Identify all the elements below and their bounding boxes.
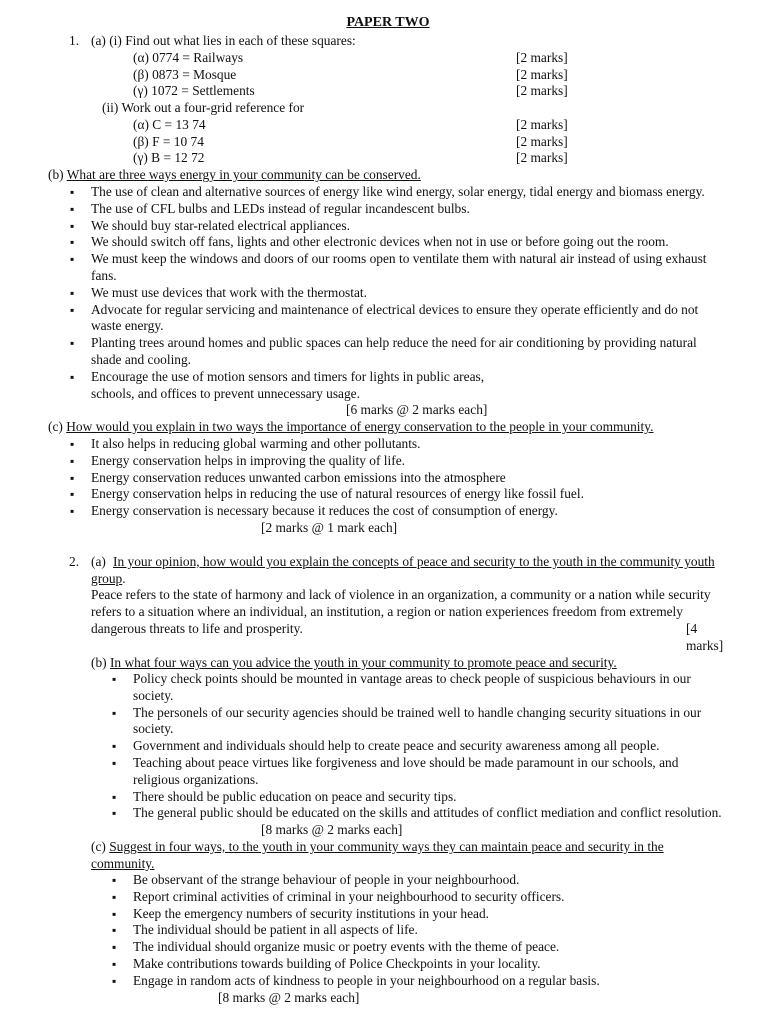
list-item: ▪ Report criminal activities of criminal in your neighbourhood to security officers. xyxy=(112,889,726,906)
q1-a-i-label: (a) (i) Find out what lies in each of these squares: xyxy=(91,33,356,48)
list-item: ▪ Energy conservation is necessary because it reduces the cost of consumption of energy. xyxy=(70,503,720,520)
q1-grid-item: (α) C = 13 74 xyxy=(133,117,206,132)
list-item: ▪ We must keep the windows and doors of our rooms open to ventilate them with natural air instead of using exhaust fans. xyxy=(70,251,720,285)
q1-b-question: (b) What are three ways energy in your community can be conserved. xyxy=(48,167,421,182)
q1-c-question: (c) How would you explain in two ways the importance of energy conservation to the people in your community. xyxy=(48,419,654,434)
q1-b-question-text: What are three ways energy in your community can be conserved xyxy=(66,167,418,182)
q1-a-ii-label: (ii) Work out a four-grid reference for xyxy=(102,100,305,115)
q2-a-prefix: (a) xyxy=(91,554,106,569)
list-item: ▪ Advocate for regular servicing and maintenance of electrical devices to ensure they operate efficiently and do not waste energy. xyxy=(70,302,720,336)
list-item: ▪ Teaching about peace virtues like forgiveness and love should be made paramount in our schools, and religious organizations. xyxy=(112,755,726,789)
q2-number: 2. xyxy=(69,554,80,569)
list-item: ▪ The use of CFL bulbs and LEDs instead of regular incandescent bulbs. xyxy=(70,201,720,218)
q1-square-item: (β) 0873 = Mosque xyxy=(133,67,237,82)
q2-a-answer-text: Peace refers to the state of harmony and lack of violence in an organization, a community or a nation while security refers to a situation where an individual, an institution, a region or nation experiences freedom from extremely dangerous threats to life and prosperity. xyxy=(91,587,711,636)
q1-c-prefix: (c) xyxy=(48,419,67,434)
q2-a-marks-text: [4 marks] xyxy=(686,621,724,653)
q1-grid-marks: [2 marks] xyxy=(516,117,568,132)
list-item: ▪ Energy conservation reduces unwanted carbon emissions into the atmosphere xyxy=(70,470,720,487)
q1-square-marks: [2 marks] xyxy=(516,50,568,65)
q1-c-marks: [2 marks @ 1 mark each] xyxy=(261,520,398,535)
q2-a-question-text: In your opinion, how would you explain the concepts of peace and security to the youth in the community youth group xyxy=(91,554,715,586)
q2-b-prefix: (b) xyxy=(91,655,110,670)
list-item: ▪ The individual should be patient in all aspects of life. xyxy=(112,922,726,939)
q2-c-prefix: (c) xyxy=(91,839,110,854)
q1-grid-marks: [2 marks] xyxy=(516,134,568,149)
list-item: ▪ The general public should be educated on the skills and attitudes of conflict mediation and conflict resolution. xyxy=(112,805,726,822)
list-item: ▪ The personels of our security agencies should be trained well to handle changing security situations in our society. xyxy=(112,705,726,739)
q1-square-marks: [2 marks] xyxy=(516,83,568,98)
list-item: ▪ It also helps in reducing global warming and other pollutants. xyxy=(70,436,720,453)
list-item: ▪ Make contributions towards building of Police Checkpoints in your locality. xyxy=(112,956,726,973)
q2-c-answer-list xyxy=(112,872,726,990)
list-item: ▪ Be observant of the strange behaviour of people in your neighbourhood. xyxy=(112,872,726,889)
q1-b-marks: [6 marks @ 2 marks each] xyxy=(346,402,488,417)
paper-title: PAPER TWO xyxy=(346,15,430,30)
q1-c-answer-list xyxy=(70,436,720,520)
q2-b-question: (b) In what four ways can you advice the youth in your community to promote peace and security. xyxy=(91,655,617,670)
list-item: ▪ We should switch off fans, lights and other electronic devices when not in use or before going out the room. xyxy=(70,234,720,251)
q1-grid-item: (β) F = 10 74 xyxy=(133,134,204,149)
q1-number: 1. xyxy=(69,33,80,48)
q1-c-question-text: How would you explain in two ways the importance of energy conservation to the people in your community xyxy=(66,419,651,434)
q2-c-question-text: Suggest in four ways, to the youth in your community ways they can maintain peace and security in the community xyxy=(91,839,664,871)
q1-b-answer-list xyxy=(70,184,720,402)
list-item-text: Encourage the use of motion sensors and timers for lights in public areas, schools, and offices to prevent unnecessary usage. xyxy=(91,368,485,401)
q1-grid-item: (γ) B = 12 72 xyxy=(133,150,205,165)
q1-square-item: (γ) 1072 = Settlements xyxy=(133,83,255,98)
list-item: ▪ Keep the emergency numbers of security institutions in your head. xyxy=(112,906,726,923)
list-item: ▪ We should buy star-related electrical appliances. xyxy=(70,218,720,235)
q1-square-marks: [2 marks] xyxy=(516,67,568,82)
q2-c-question: (c) Suggest in four ways, to the youth in your community ways they can maintain peace and security in the community. xyxy=(91,839,664,871)
q1-b-prefix: (b) xyxy=(48,167,67,182)
q2-c-marks: [8 marks @ 2 marks each] xyxy=(218,990,360,1005)
list-item: ▪ We must use devices that work with the thermostat. xyxy=(70,285,720,302)
list-item: ▪ Policy check points should be mounted in vantage areas to check people of suspicious behaviours in our society. xyxy=(112,671,726,705)
list-item: ▪ The individual should organize music or poetry events with the theme of peace. xyxy=(112,939,726,956)
q2-a-marks xyxy=(686,621,724,655)
list-item: ▪ Planting trees around homes and public spaces can help reduce the need for air conditioning by providing natural shade and cooling. xyxy=(70,335,720,369)
list-item xyxy=(70,369,720,403)
list-item: ▪ Energy conservation helps in improving the quality of life. xyxy=(70,453,720,470)
q1-grid-marks: [2 marks] xyxy=(516,150,568,165)
q2-b-question-text: In what four ways can you advice the youth in your community to promote peace and security xyxy=(109,655,614,670)
list-item: ▪ Energy conservation helps in reducing the use of natural resources of energy like fossil fuel. xyxy=(70,486,720,503)
list-item: ▪ There should be public education on peace and security tips. xyxy=(112,789,726,806)
q1-square-item: (α) 0774 = Railways xyxy=(133,50,244,65)
q2-a-question: In your opinion, how would you explain the concepts of peace and security to the youth in the community youth group. xyxy=(91,554,715,586)
q2-a-answer xyxy=(91,587,715,637)
list-item: ▪ Engage in random acts of kindness to people in your neighbourhood on a regular basis. xyxy=(112,973,726,990)
q2-b-answer-list xyxy=(112,671,726,822)
q2-b-marks: [8 marks @ 2 marks each] xyxy=(261,822,403,837)
list-item: ▪ Government and individuals should help to create peace and security awareness among all people. xyxy=(112,738,726,755)
list-item: ▪ The use of clean and alternative sources of energy like wind energy, solar energy, tidal energy and biomass energy. xyxy=(70,184,720,201)
